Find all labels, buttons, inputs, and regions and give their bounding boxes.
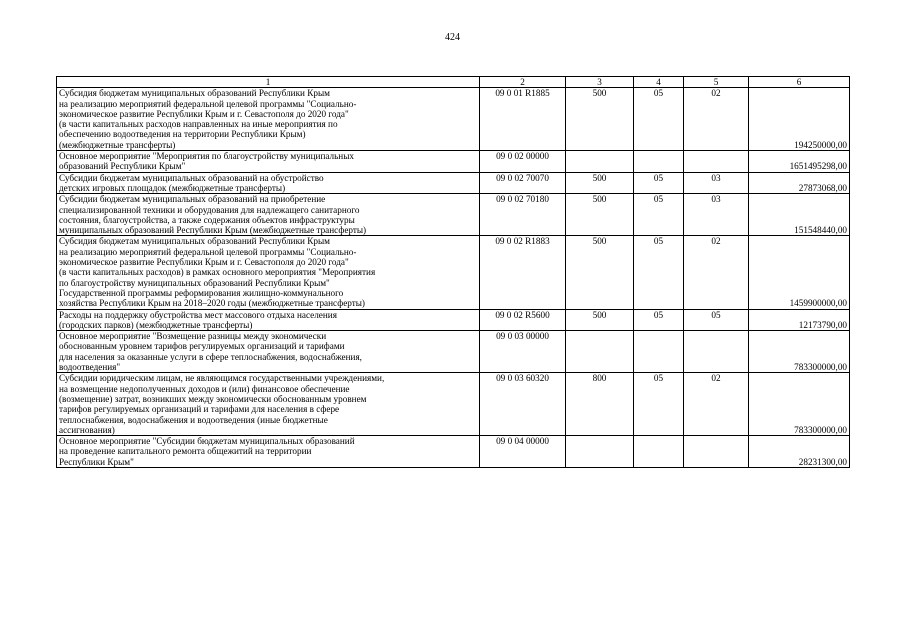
row-description	[57, 331, 480, 373]
row-subsection: 05	[684, 309, 749, 331]
table-row	[57, 436, 850, 468]
header-cell: 5	[684, 77, 749, 88]
description-line: теплоснабжения, водоснабжения и водоотведения (иные бюджетные	[59, 414, 328, 425]
row-description	[57, 436, 480, 468]
description-line: Субсидии юридическим лицам, не являющимся государственными учреждениями,	[59, 373, 385, 384]
row-description	[57, 151, 480, 173]
header-row	[57, 77, 850, 88]
row-code: 09 0 02 70070	[480, 172, 566, 194]
row-code: 09 0 02 70180	[480, 194, 566, 236]
description-line: (в части капитальных расходов) в рамках основного мероприятия "Мероприятия	[59, 267, 376, 278]
header-cell: 1	[57, 77, 480, 88]
description-line: водоотведения"	[59, 362, 121, 373]
row-amount: 1459900000,00	[749, 236, 850, 309]
description-line: по благоустройству муниципальных образований Республики Крым"	[59, 277, 330, 288]
row-expense-type	[566, 151, 634, 173]
description-line: обеспечению водоотведения на территории Республики Крым)	[59, 129, 306, 140]
row-expense-type: 500	[566, 309, 634, 331]
row-code: 09 0 03 60320	[480, 373, 566, 436]
row-amount: 28231300,00	[749, 436, 850, 468]
description-line: состояния, благоустройства, а также содержания объектов инфраструктуры	[59, 214, 355, 225]
description-line: Субсидии бюджетам муниципальных образований на обустройство	[59, 172, 324, 183]
description-line: экономическое развитие Республики Крым и г. Севастополя до 2020 года"	[59, 257, 349, 268]
row-description	[57, 373, 480, 436]
row-section: 05	[634, 373, 684, 436]
description-line: (в части капитальных расходов направленных на иные мероприятия по	[59, 119, 338, 130]
row-description	[57, 194, 480, 236]
description-line: специализированной техники и оборудования для надлежащего санитарного	[59, 204, 360, 215]
table-row	[57, 151, 850, 173]
row-expense-type: 500	[566, 236, 634, 309]
row-subsection: 03	[684, 194, 749, 236]
description-line: детских игровых площадок (межбюджетные трансферты)	[59, 182, 286, 193]
row-expense-type	[566, 331, 634, 373]
row-section: 05	[634, 236, 684, 309]
row-amount: 194250000,00	[749, 88, 850, 151]
description-line: на реализацию мероприятий федеральной целевой программы "Социально-	[59, 246, 357, 257]
row-section: 05	[634, 309, 684, 331]
description-line: обоснованным уровнем тарифов регулируемых организаций и тарифами	[59, 341, 345, 352]
row-subsection	[684, 151, 749, 173]
row-amount: 1651495298,00	[749, 151, 850, 173]
row-expense-type: 500	[566, 172, 634, 194]
row-code: 09 0 01 R1885	[480, 88, 566, 151]
row-expense-type: 500	[566, 88, 634, 151]
row-section	[634, 436, 684, 468]
description-line: хозяйства Республики Крым на 2018–2020 годы (межбюджетные трансферты)	[59, 298, 365, 309]
row-description	[57, 236, 480, 309]
row-amount: 783300000,00	[749, 331, 850, 373]
description-line: Субсидии бюджетам муниципальных образований на приобретение	[59, 194, 326, 205]
table-row	[57, 373, 850, 436]
row-subsection	[684, 331, 749, 373]
row-amount: 151548440,00	[749, 194, 850, 236]
description-line: на проведение капитального ремонта общежитий на территории	[59, 446, 312, 457]
description-line: Расходы на поддержку обустройства мест массового отдыха населения	[59, 309, 337, 320]
table-row	[57, 331, 850, 373]
description-line: ассигнования)	[59, 424, 115, 435]
row-subsection	[684, 436, 749, 468]
table-row	[57, 309, 850, 331]
row-expense-type: 800	[566, 373, 634, 436]
description-line: (межбюджетные трансферты)	[59, 139, 176, 150]
budget-table	[56, 76, 850, 468]
description-line: на возмещение недополученных доходов и (или) финансовое обеспечение	[59, 383, 350, 394]
row-subsection: 02	[684, 88, 749, 151]
row-description	[57, 309, 480, 331]
row-amount: 783300000,00	[749, 373, 850, 436]
description-line: на реализацию мероприятий федеральной целевой программы "Социально-	[59, 98, 357, 109]
page-number: 424	[445, 32, 460, 43]
row-amount: 27873068,00	[749, 172, 850, 194]
description-line: для населения за оказанные услуги в сфере теплоснабжения, водоснабжения,	[59, 351, 362, 362]
row-amount: 12173790,00	[749, 309, 850, 331]
row-description	[57, 172, 480, 194]
description-line: Субсидия бюджетам муниципальных образований Республики Крым	[59, 236, 330, 247]
row-expense-type	[566, 436, 634, 468]
description-line: (городских парков) (межбюджетные трансферты)	[59, 319, 253, 330]
row-section: 05	[634, 194, 684, 236]
table-row	[57, 88, 850, 151]
row-description	[57, 88, 480, 151]
header-cell: 2	[480, 77, 566, 88]
row-subsection: 02	[684, 373, 749, 436]
description-line: тарифов регулируемых организаций и тарифами для населения в сфере	[59, 404, 340, 415]
row-expense-type: 500	[566, 194, 634, 236]
row-subsection: 03	[684, 172, 749, 194]
description-line: образований Республики Крым"	[59, 161, 186, 172]
table-row	[57, 236, 850, 309]
description-line: Основное мероприятие "Мероприятия по благоустройству муниципальных	[59, 151, 354, 162]
table-row	[57, 172, 850, 194]
description-line: (возмещение) затрат, возникших между экономически обоснованным уровнем	[59, 393, 367, 404]
description-line: Республики Крым"	[59, 456, 134, 467]
row-code: 09 0 04 00000	[480, 436, 566, 468]
description-line: Основное мероприятие "Возмещение разницы между экономически	[59, 331, 327, 342]
row-code: 09 0 02 R1883	[480, 236, 566, 309]
row-section: 05	[634, 88, 684, 151]
header-cell: 4	[634, 77, 684, 88]
description-line: муниципальных образований Республики Крым (межбюджетные трансферты)	[59, 225, 367, 236]
row-code: 09 0 02 00000	[480, 151, 566, 173]
description-line: Субсидия бюджетам муниципальных образований Республики Крым	[59, 88, 330, 99]
row-code: 09 0 03 00000	[480, 331, 566, 373]
row-section	[634, 331, 684, 373]
header-cell: 3	[566, 77, 634, 88]
table-row	[57, 194, 850, 236]
row-section: 05	[634, 172, 684, 194]
description-line: экономическое развитие Республики Крым и г. Севастополя до 2020 года"	[59, 108, 349, 119]
header-cell: 6	[749, 77, 850, 88]
row-subsection: 02	[684, 236, 749, 309]
description-line: Основное мероприятие "Субсидии бюджетам муниципальных образований	[59, 436, 355, 447]
row-section	[634, 151, 684, 173]
row-code: 09 0 02 R5600	[480, 309, 566, 331]
description-line: Государственной программы реформирования жилищно-коммунального	[59, 287, 344, 298]
